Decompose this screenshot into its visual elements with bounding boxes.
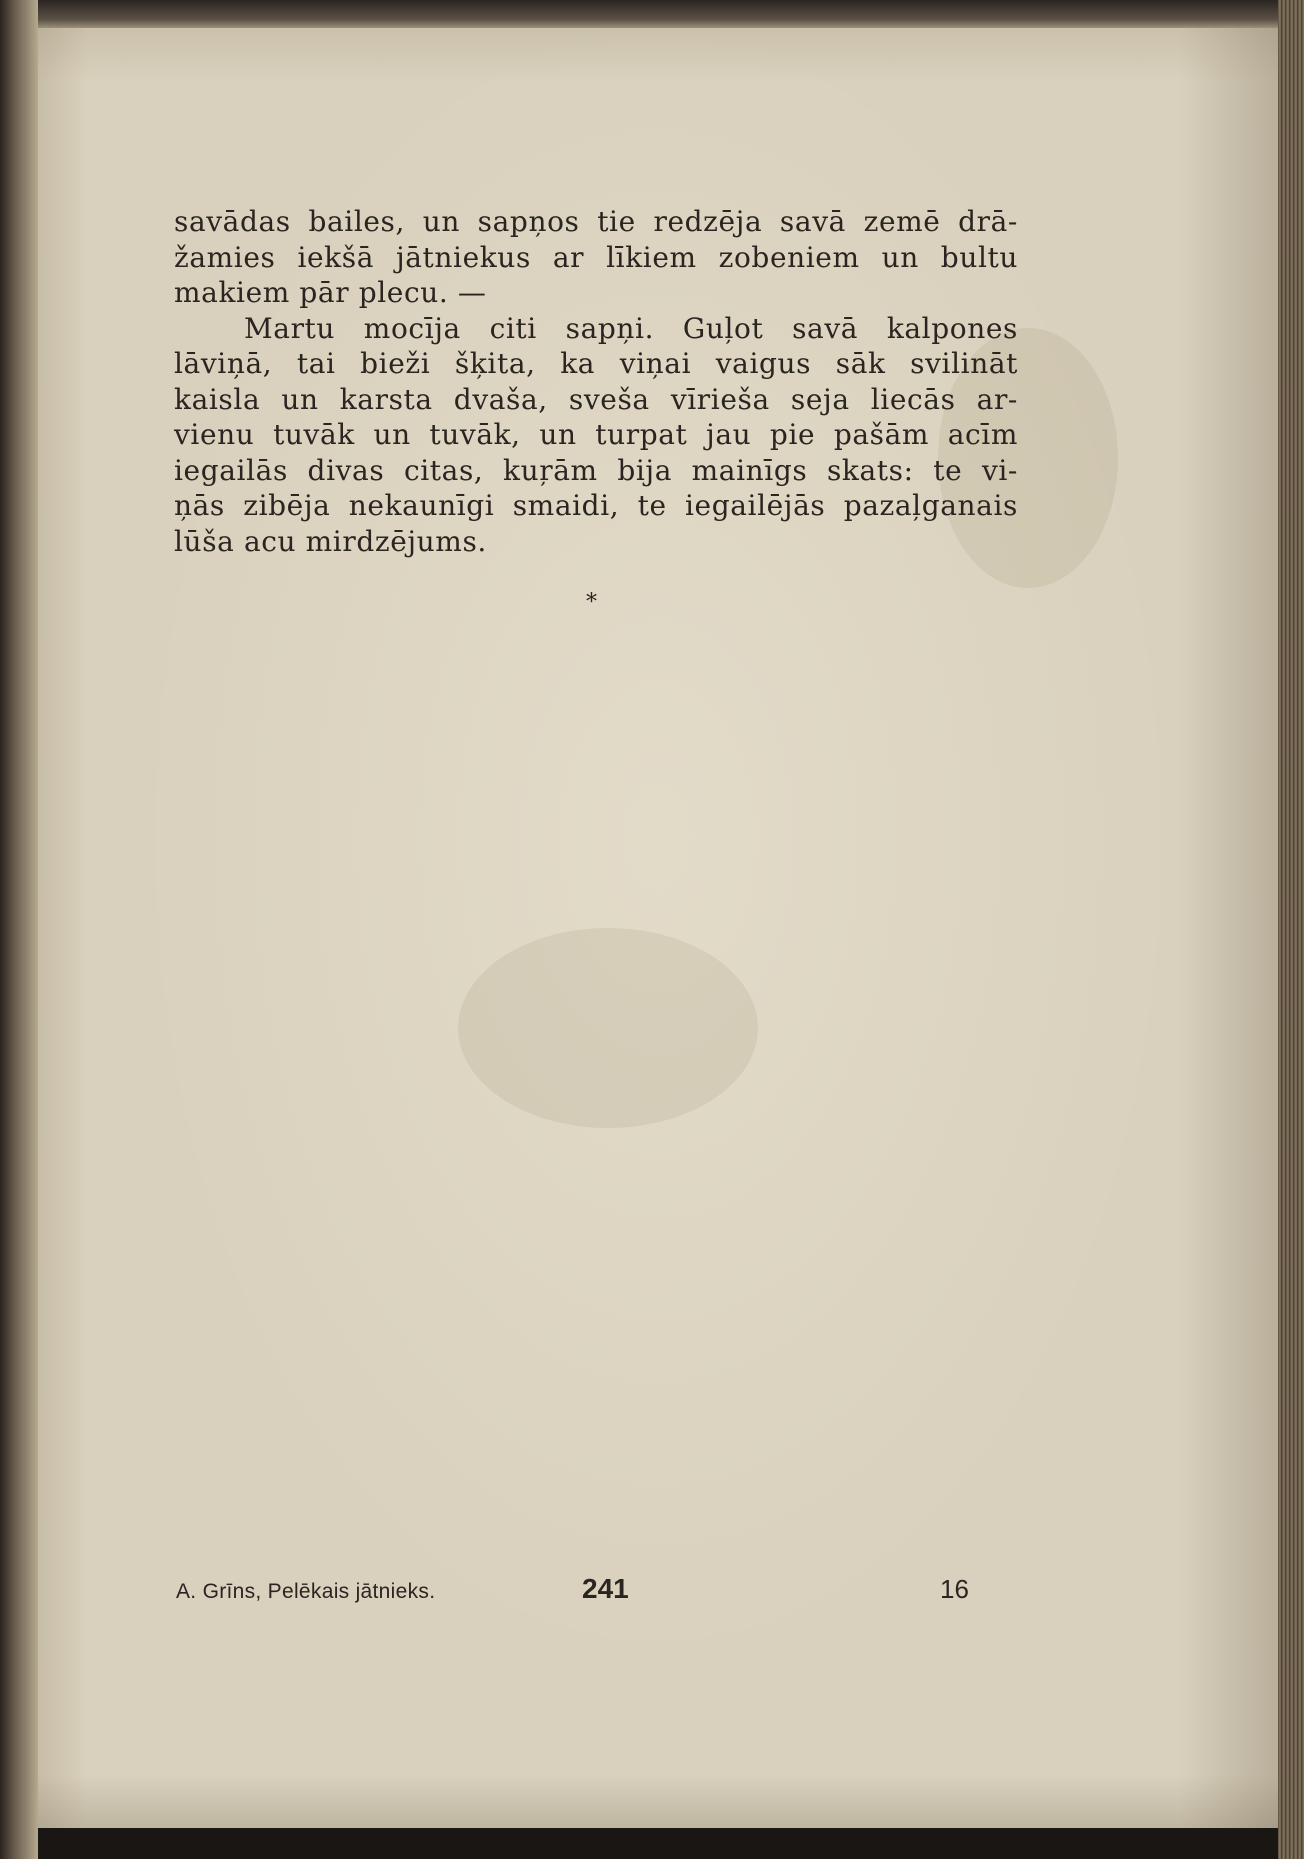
book-spine-edge bbox=[0, 0, 38, 1859]
text-line: vienu tuvāk un tuvāk, un turpat jau pie pašām acīm bbox=[174, 418, 1018, 451]
text-line: makiem pār plecu. — bbox=[174, 276, 487, 309]
page-stack-edge bbox=[1278, 0, 1304, 1859]
body-text bbox=[174, 204, 1018, 559]
text-line: kaisla un karsta dvaša, sveša vīrieša seja liecās ar- bbox=[174, 382, 1018, 416]
text-line: Martu mocīja citi sapņi. Guļot savā kalpones bbox=[244, 311, 1018, 345]
top-edge-strip bbox=[0, 0, 1304, 28]
section-break-asterisk: * bbox=[586, 590, 597, 615]
text-line: lūša acu mirdzējums. bbox=[174, 524, 487, 558]
text-line: ņās zibēja nekaunīgi smaidi, te iegailējās pazaļganais bbox=[174, 489, 1018, 522]
text-line: iegailās divas citas, kuŗām bija mainīgs skats: te vi- bbox=[174, 453, 1018, 487]
signature-mark: 16 bbox=[940, 1574, 969, 1604]
footer-author-title: A. Grīns, Pelēkais jātnieks. bbox=[176, 1580, 436, 1603]
text-line: savādas bailes, un sapņos tie redzēja savā zemē drā- bbox=[174, 205, 1018, 238]
page-number: 241 bbox=[582, 1573, 629, 1604]
paper-stain bbox=[458, 928, 758, 1128]
text-line: lāviņā, tai bieži šķita, ka viņai vaigus sāk svilināt bbox=[174, 347, 1018, 380]
text-line: žamies iekšā jātniekus ar līkiem zobeniem un bultu bbox=[174, 240, 1018, 274]
